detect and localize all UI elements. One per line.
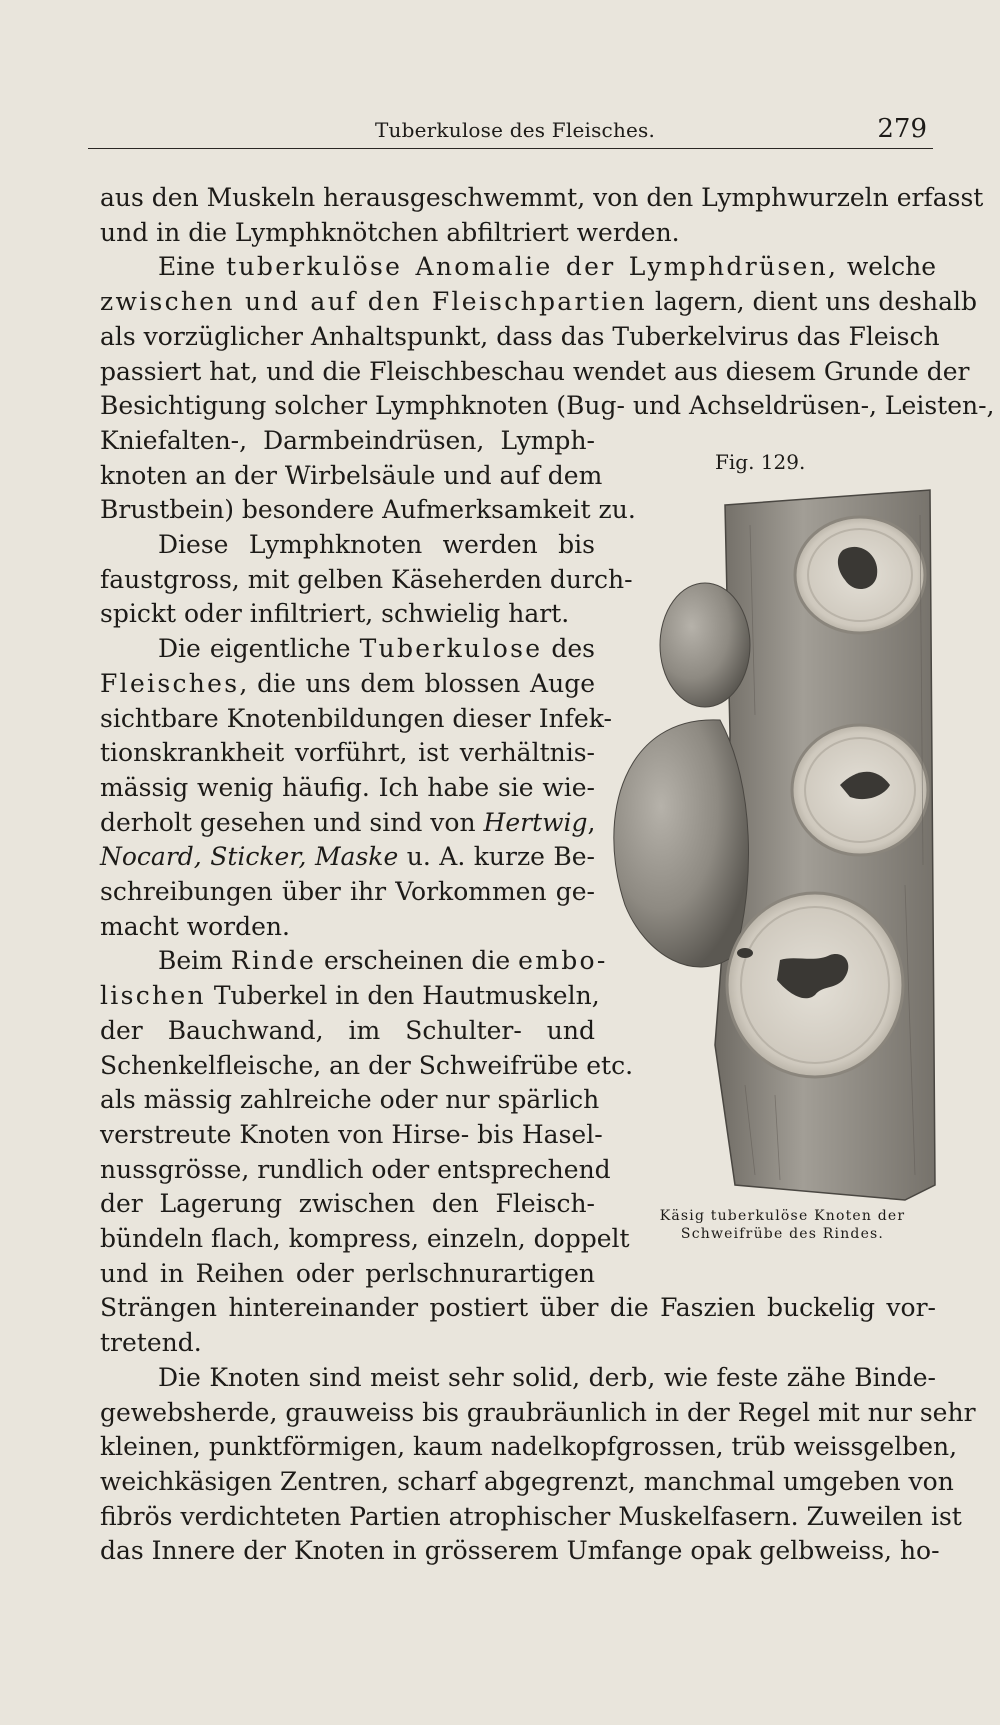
text-line: schreibungen über ihr Vorkommen ge- — [100, 877, 595, 906]
text-line: Strängen hintereinander postiert über die Faszien buckelig vor- — [100, 1293, 936, 1323]
text-segment: embo- — [518, 946, 608, 976]
text-line: nussgrösse, rundlich oder entsprechend — [100, 1154, 611, 1184]
text-line — [100, 978, 600, 1014]
figure-129-illustration — [605, 485, 940, 1215]
text-line: und in die Lymphknötchen abfiltriert werden. — [100, 217, 680, 247]
text-segment: Fleisches — [100, 668, 240, 698]
text-segment: Eine — [158, 252, 227, 282]
text-segment: , welche — [827, 252, 936, 282]
text-segment: des — [542, 634, 595, 664]
text-line — [100, 249, 936, 285]
text-line — [100, 805, 595, 841]
text-line: Besichtigung solcher Lymphknoten (Bug- und Achseldrüsen-, Leisten-, — [100, 391, 995, 421]
figure-label: Fig. 129. — [715, 450, 806, 474]
text-line — [100, 631, 595, 667]
text-line: kleinen, punktförmigen, kaum nadelkopfgrossen, trüb weissgelben, — [100, 1432, 958, 1462]
text-line: Die Knoten sind meist sehr solid, derb, wie feste zähe Binde- — [158, 1362, 936, 1392]
text-segment: derholt gesehen und sind von — [100, 807, 484, 837]
text-segment: Nocard, Sticker, Maske — [100, 842, 399, 872]
text-segment: lagern, dient uns deshalb — [646, 287, 977, 317]
text-line: Diese Lymphknoten werden bis — [158, 530, 595, 559]
figure-caption — [620, 1207, 945, 1243]
text-line: der Bauchwand, im Schulter- und — [100, 1015, 595, 1045]
text-line: fibrös verdichteten Partien atrophischer Muskelfasern. Zuweilen ist — [100, 1501, 962, 1531]
text-line: knoten an der Wirbelsäule und auf dem — [100, 460, 603, 490]
text-line: tretend. — [100, 1328, 202, 1358]
nodule-upper — [660, 583, 750, 707]
text-segment: Beim — [158, 946, 231, 976]
text-line: Kniefalten-, Darmbeindrüsen, Lymph- — [100, 425, 595, 455]
text-line: sichtbare Knotenbildungen dieser Infek- — [100, 703, 612, 733]
text-segment: Die eigentliche — [158, 634, 360, 664]
text-line: spickt oder infiltriert, schwielig hart. — [100, 599, 570, 629]
text-line: passiert hat, und die Fleischbeschau wendet aus diesem Grunde der — [100, 356, 970, 386]
text-line: faustgross, mit gelben Käseherden durch- — [100, 564, 633, 594]
text-line: gewebsherde, grauweiss bis graubräunlich in der Regel mit nur sehr — [100, 1397, 976, 1427]
running-head: Tuberkulose des Fleisches. — [375, 118, 656, 142]
text-segment: u. A. kurze Be- — [398, 842, 596, 872]
text-line: als vorzüglicher Anhaltspunkt, dass das Tuberkelvirus das Fleisch — [100, 321, 940, 351]
text-line: mässig wenig häufig. Ich habe sie wie- — [100, 772, 595, 802]
text-line: Schenkelfleische, an der Schweifrübe etc. — [100, 1050, 634, 1080]
caption-line-1: Käsig tuberkulöse Knoten der — [659, 1208, 906, 1224]
text-segment: , — [587, 807, 596, 837]
text-line: bündeln flach, kompress, einzeln, doppelt — [100, 1224, 630, 1253]
text-segment: Tuberkel in den Hautmuskeln, — [205, 981, 600, 1011]
text-line — [100, 666, 595, 702]
nodule-large — [614, 720, 749, 967]
text-line — [100, 284, 977, 320]
text-segment: , die uns dem blossen Auge — [239, 668, 595, 698]
page-header — [88, 108, 933, 149]
text-line — [100, 943, 608, 979]
text-segment: Rinde — [230, 946, 317, 976]
text-line: verstreute Knoten von Hirse- bis Hasel- — [100, 1119, 603, 1149]
text-segment: erscheinen die — [316, 946, 519, 976]
text-line — [100, 839, 595, 875]
text-line: als mässig zahlreiche oder nur spärlich — [100, 1085, 600, 1115]
text-segment: Hertwig — [483, 807, 588, 837]
text-line: aus den Muskeln herausgeschwemmt, von den Lymphwurzeln erfasst — [100, 183, 984, 212]
text-segment: lischen — [100, 981, 206, 1011]
caption-line-2: Schweifrübe des Rindes. — [680, 1226, 885, 1242]
page-number: 279 — [877, 114, 927, 144]
text-line: tionskrankheit vorführt, ist verhältnis- — [100, 738, 595, 768]
text-line: der Lagerung zwischen den Fleisch- — [100, 1189, 595, 1219]
text-segment: zwischen und auf den Fleischpartien — [100, 287, 647, 317]
text-line: das Innere der Knoten in grösserem Umfange opak gelbweiss, ho- — [100, 1536, 940, 1566]
text-line: weichkäsigen Zentren, scharf abgegrenzt, manchmal umgeben von — [100, 1466, 954, 1496]
text-segment: tuberkulöse Anomalie der Lymphdrüsen — [226, 252, 828, 282]
text-line: macht worden. — [100, 911, 290, 941]
text-line: und in Reihen oder perlschnurartigen — [100, 1258, 595, 1288]
text-segment: Tuberkulose — [359, 634, 543, 664]
text-line: Brustbein) besondere Aufmerksamkeit zu. — [100, 495, 636, 525]
